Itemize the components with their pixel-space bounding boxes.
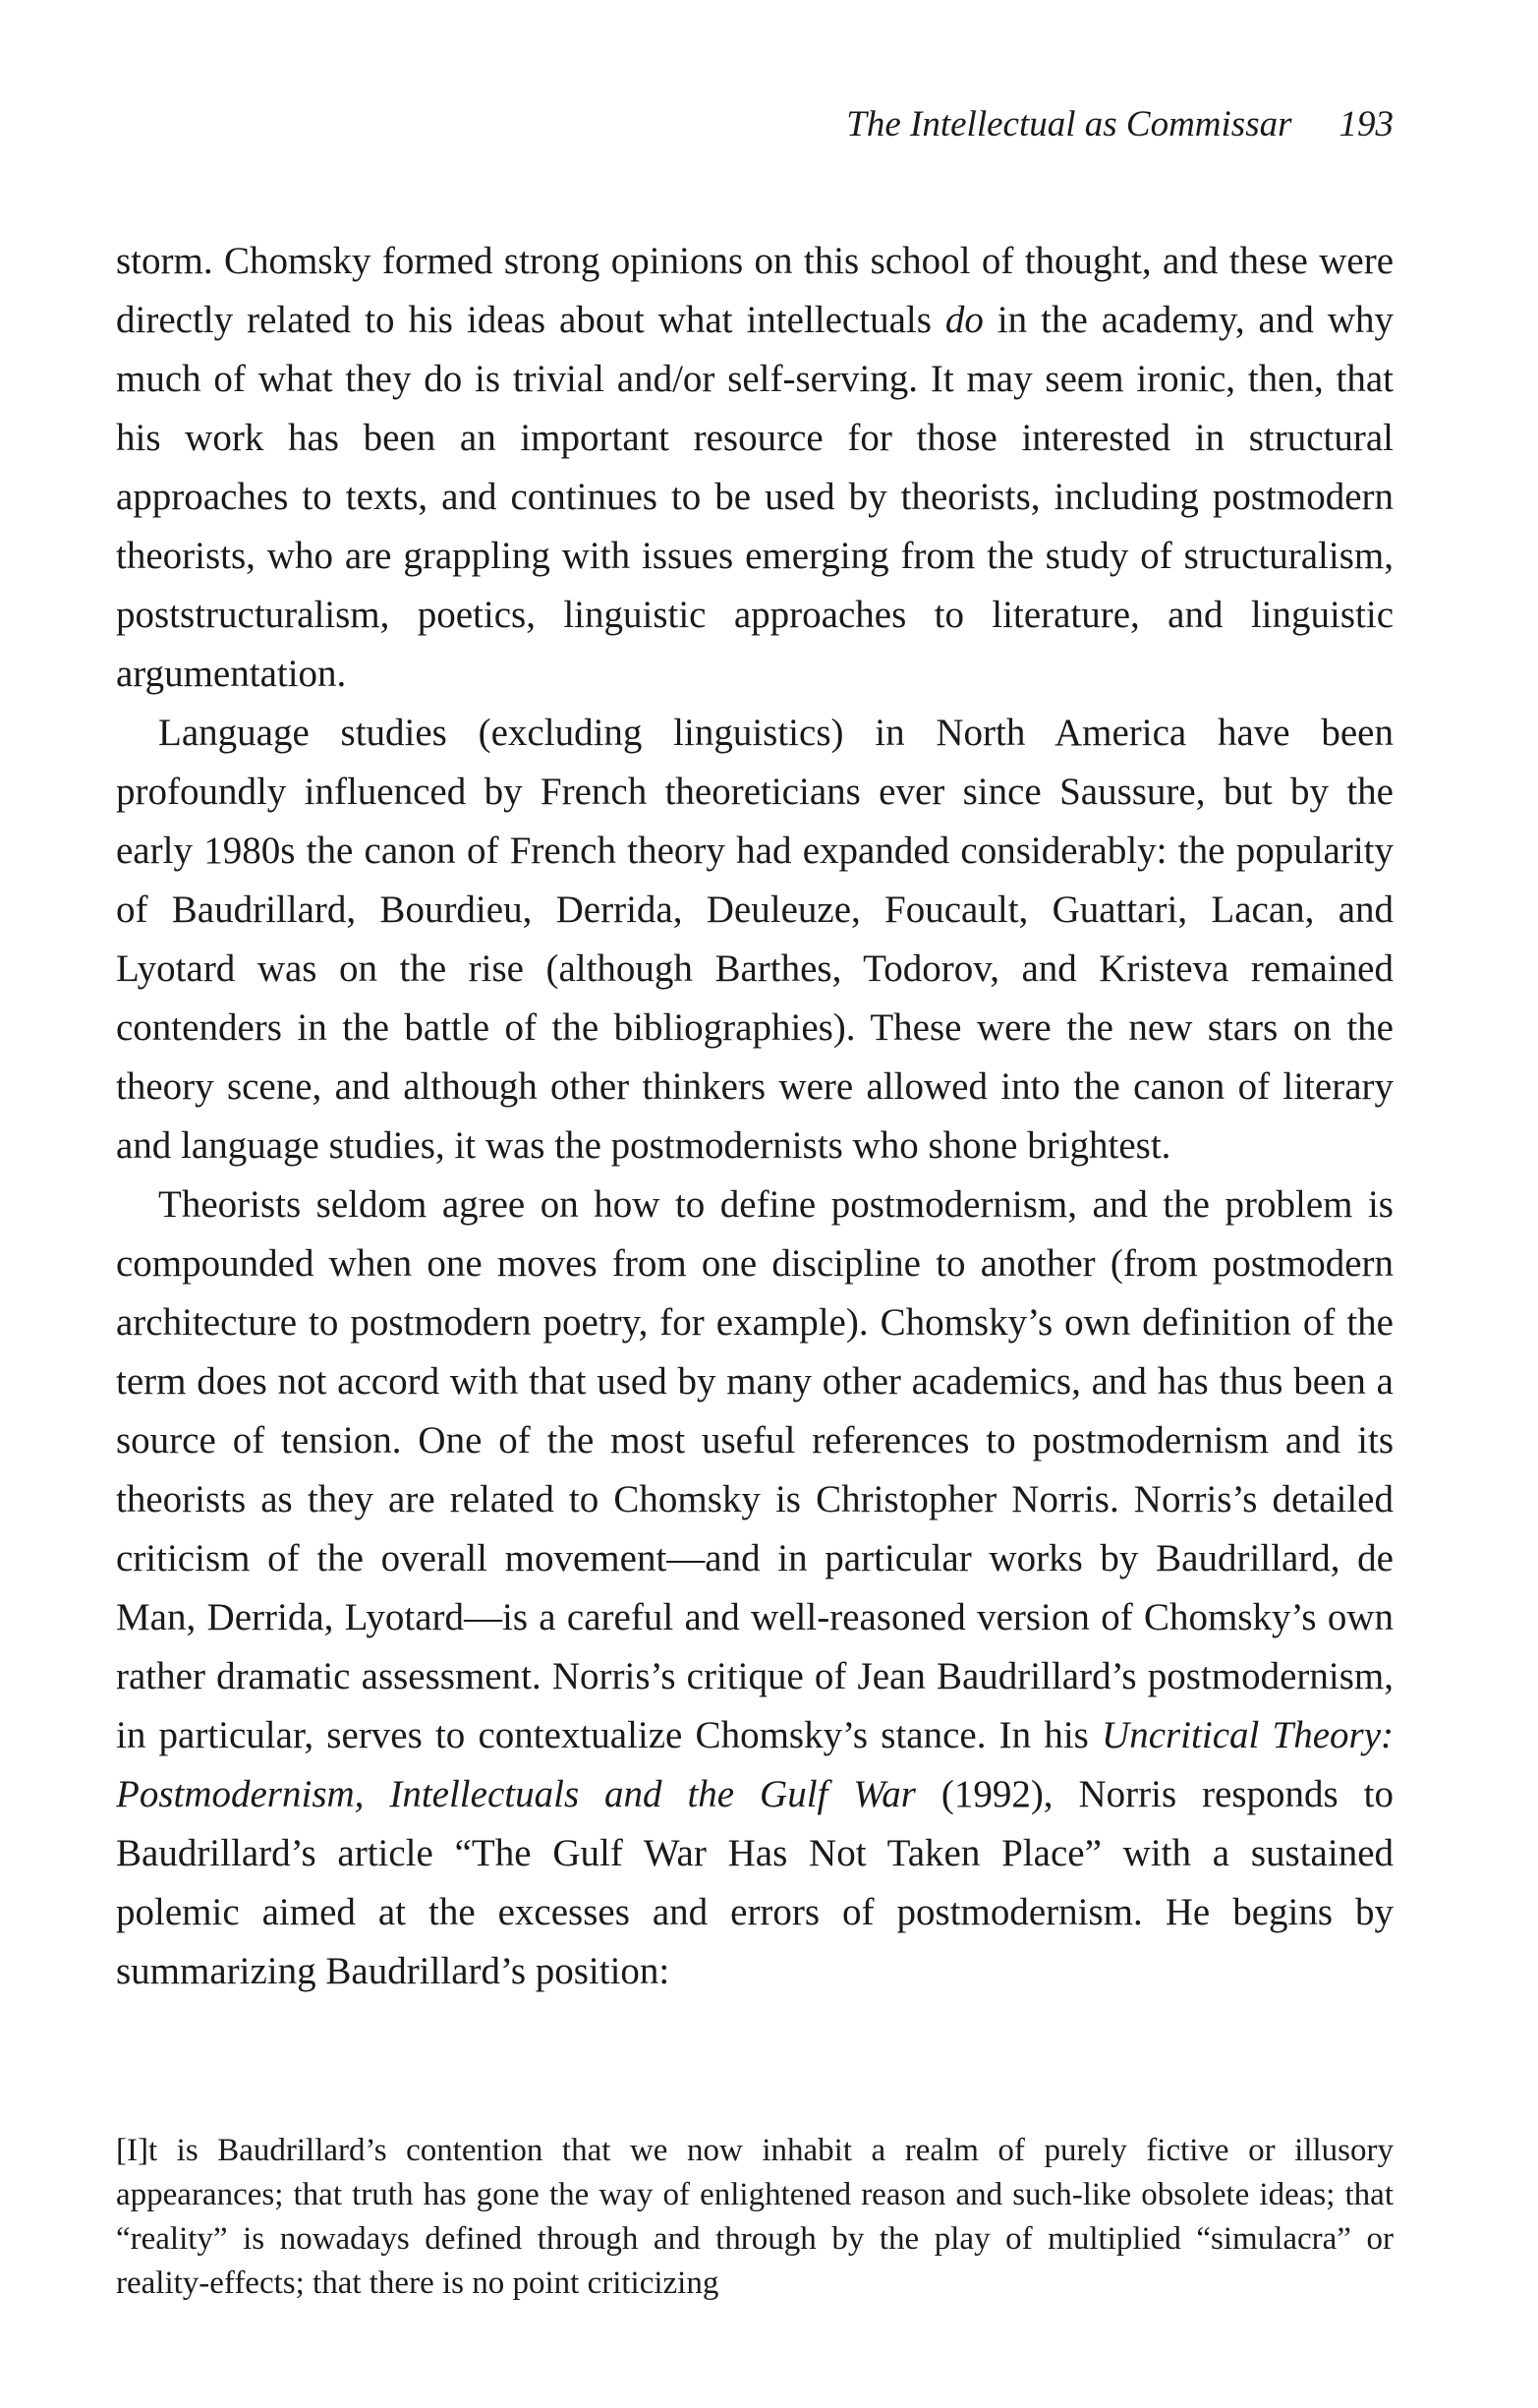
- block-quotation: [I]t is Baudrillard’s contention that we now inhabit a realm of purely fictive or illusory appearances; that truth has gone the way of enlightened reason and such-like obsolete ideas; that “reality” is nowadays defined through and through by the play of multiplied “simulacra” or reality-effects; that there is no point criticizing: [116, 2133, 1394, 2301]
- book-page: [116, 0, 1394, 2408]
- paragraph-1: [116, 232, 1394, 704]
- body-text: [116, 232, 1394, 2001]
- paragraph-1-part-1: storm. Chomsky formed strong opinions on this school of thought, and these were directly related to his ideas about what intellectuals: [116, 240, 1394, 341]
- paragraph-3-part-1: Theorists seldom agree on how to define postmodernism, and the problem is compounded when one moves from one discipline to another (from postmodern architecture to postmodern poetry, for example). Chomsky’s own definition of the term does not accord with that used by many other academics, and has thus been a source of tension. One of the most useful references to postmodernism and its theorists as they are related to Chomsky is Christopher Norris. Norris’s detailed criticism of the overall movement—and in particular works by Baudrillard, de Man, Derrida, Lyotard—is a careful and well-reasoned version of Chomsky’s own rather dramatic assessment. Norris’s critique of Jean Baudrillard’s postmodernism, in particular, serves to contextualize Chomsky’s stance. In his: [116, 1183, 1394, 1756]
- running-head: [509, 106, 1394, 143]
- paragraph-1-part-3: in the academy, and why much of what they do is trivial and/or self-serving. It may seem ironic, then, that his work has been an important resource for those interested in structural approaches to texts, and continues to be used by theorists, including postmodern theorists, who are grappling with issues emerging from the study of structuralism, poststructuralism, poetics, linguistic approaches to literature, and linguistic argumentation.: [116, 299, 1394, 695]
- paragraph-3-part-3: (1992), Norris responds to Baudrillard’s article “The Gulf War Has Not Taken Place” with a sustained polemic aimed at the excesses and errors of postmodernism. He begins by summarizing Baudrillard’s position:: [116, 1773, 1394, 1992]
- paragraph-3: [116, 1175, 1394, 2001]
- paragraph-1-emphasis: do: [944, 299, 984, 341]
- paragraph-2-text: Language studies (excluding linguistics) in North America have been profoundly influenced by French theoreticians ever since Saussure, but by the early 1980s the canon of French theory had expanded considerably: the popularity of Baudrillard, Bourdieu, Derrida, Deuleuze, Foucault, Guattari, Lacan, and Lyotard was on the rise (although Barthes, Todorov, and Kristeva remained contenders in the battle of the bibliographies). These were the new stars on the theory scene, and although other thinkers were allowed into the canon of literary and language studies, it was the postmodernists who shone brightest.: [116, 712, 1394, 1167]
- running-head-title: The Intellectual as Commissar: [846, 104, 1292, 144]
- page-number: 193: [1339, 104, 1394, 144]
- paragraph-2: [116, 704, 1394, 1175]
- book-title-italic: Uncritical Theory: Postmodernism, Intellectuals and the Gulf War: [116, 1714, 1394, 1815]
